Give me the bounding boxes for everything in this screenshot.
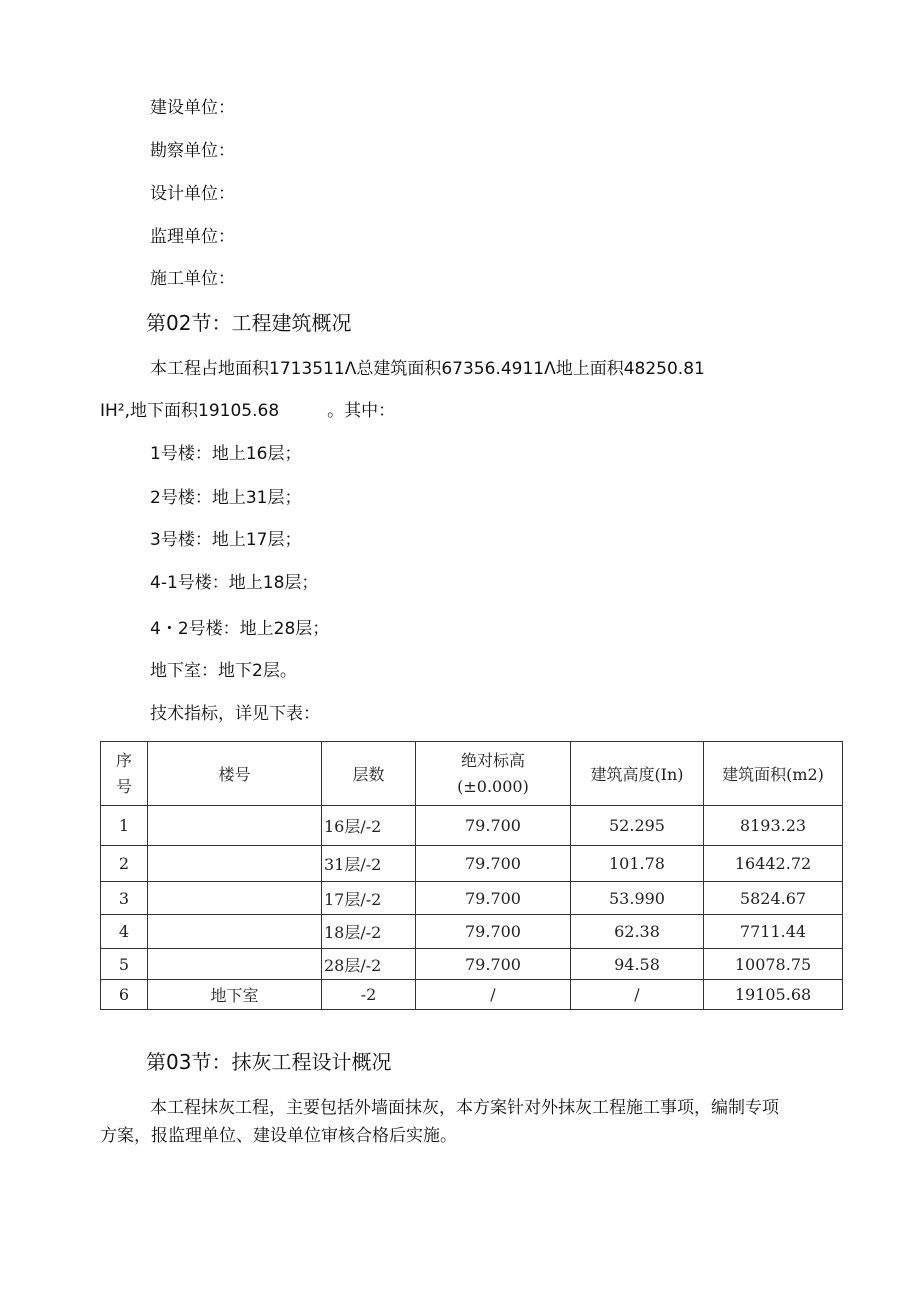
tech-indicators-table	[100, 741, 843, 1010]
cell-building	[148, 915, 322, 949]
cell-height: 53.990	[571, 882, 704, 915]
cell-floors: 16层/-2	[322, 806, 416, 846]
header-elevation	[416, 742, 571, 806]
table-row	[101, 915, 843, 949]
cell-height: 52.295	[571, 806, 704, 846]
table-row	[101, 806, 843, 846]
cell-height: 62.38	[571, 915, 704, 949]
cell-floors: 28层/-2	[322, 949, 416, 980]
unit-design: 设计单位：	[150, 184, 235, 204]
cell-building	[148, 882, 322, 915]
underground-area-text: IH²,地下面积19105.68	[100, 401, 280, 421]
building-3-line: 3号楼：地上17层；	[150, 530, 302, 550]
header-height: 建筑高度(In)	[571, 742, 704, 806]
unit-construction: 建设单位：	[150, 98, 235, 118]
cell-floors: 17层/-2	[322, 882, 416, 915]
section-02-intro-line1: 本工程占地面积1713511Λ总建筑面积67356.4911Λ地上面积48250.81	[150, 359, 705, 379]
cell-floors: 31层/-2	[322, 846, 416, 882]
cell-elevation: 79.700	[416, 949, 571, 980]
section-03-para-line2: 方案，报监理单位、建设单位审核合格后实施。	[100, 1126, 457, 1146]
cell-floors: 18层/-2	[322, 915, 416, 949]
cell-seq: 5	[101, 949, 148, 980]
header-floors: 层数	[322, 742, 416, 806]
cell-area: 16442.72	[704, 846, 843, 882]
building-4-2-line: 4・2号楼：地上28层；	[150, 619, 330, 639]
unit-survey: 勘察单位：	[150, 141, 235, 161]
header-building: 楼号	[148, 742, 322, 806]
cell-elevation: /	[416, 980, 571, 1010]
cell-building	[148, 846, 322, 882]
cell-seq: 2	[101, 846, 148, 882]
cell-elevation: 79.700	[416, 846, 571, 882]
cell-area: 5824.67	[704, 882, 843, 915]
section-02-intro-line2	[100, 400, 395, 422]
cell-building: 地下室	[148, 980, 322, 1010]
cell-elevation: 79.700	[416, 806, 571, 846]
table-row	[101, 949, 843, 980]
cell-area: 10078.75	[704, 949, 843, 980]
header-seq	[101, 742, 148, 806]
cell-seq: 3	[101, 882, 148, 915]
table-header-row	[101, 742, 843, 806]
cell-height: 94.58	[571, 949, 704, 980]
section-03-para-line1: 本工程抹灰工程，主要包括外墙面抹灰，本方案针对外抹灰工程施工事项，编制专项	[150, 1098, 779, 1118]
header-seq-top: 序	[115, 750, 132, 770]
cell-area: 19105.68	[704, 980, 843, 1010]
cell-elevation: 79.700	[416, 882, 571, 915]
cell-height: /	[571, 980, 704, 1010]
cell-building	[148, 949, 322, 980]
intro-tail-text: 。其中：	[327, 401, 396, 421]
cell-seq: 4	[101, 915, 148, 949]
table-row	[101, 980, 843, 1010]
section-03-title: 第03节：抹灰工程设计概况	[146, 1050, 392, 1074]
cell-building	[148, 806, 322, 846]
building-1-line: 1号楼：地上16层；	[150, 444, 302, 464]
building-2-line: 2号楼：地上31层；	[150, 488, 302, 508]
cell-elevation: 79.700	[416, 915, 571, 949]
cell-floors: -2	[322, 980, 416, 1010]
tech-note: 技术指标，详见下表：	[150, 704, 320, 724]
basement-line: 地下室：地下2层。	[150, 661, 297, 681]
header-elevation-bottom: (±0.000)	[457, 776, 529, 796]
table-row	[101, 846, 843, 882]
unit-contractor: 施工单位：	[150, 269, 235, 289]
cell-area: 7711.44	[704, 915, 843, 949]
cell-seq: 6	[101, 980, 148, 1010]
cell-height: 101.78	[571, 846, 704, 882]
header-area: 建筑面积(m2)	[704, 742, 843, 806]
cell-area: 8193.23	[704, 806, 843, 846]
header-seq-bottom: 号	[115, 776, 132, 796]
section-02-title: 第02节：工程建筑概况	[146, 311, 352, 335]
building-4-1-line: 4-1号楼：地上18层；	[150, 573, 319, 593]
cell-seq: 1	[101, 806, 148, 846]
table-row	[101, 882, 843, 915]
header-elevation-top: 绝对标高	[460, 750, 525, 770]
unit-supervision: 监理单位：	[150, 227, 235, 247]
